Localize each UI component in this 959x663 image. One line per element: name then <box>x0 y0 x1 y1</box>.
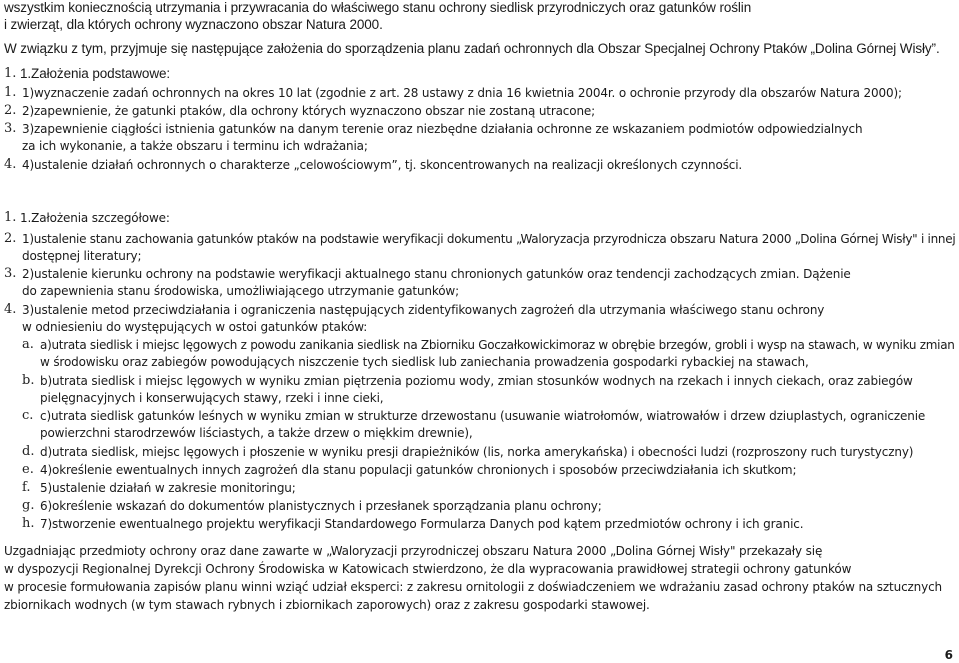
list-item-text-cont: w odniesieniu do występujących w ostoi gatunków ptaków: <box>22 320 368 334</box>
basic-heading-number: 1. <box>4 66 17 81</box>
basic-heading: 1.Założenia podstawowe: <box>20 66 171 81</box>
sublist-item-text: 5)ustalenie działań w zakresie monitoringu; <box>40 481 296 495</box>
sublist-item-text: d)utrata siedlisk, miejsc lęgowych i płoszenie w wyniku presji drapieżników (lis, norka amerykańska) i obecności ludzi (rozproszony ruch turystyczny) <box>40 445 914 459</box>
list-marker: 3. <box>4 266 17 281</box>
detailed-heading-number: 1. <box>4 210 17 225</box>
closing-line-3: w procesie formułowania zapisów planu winni wziąć udział eksperci: z zakresu ornitologii z doświadczeniem we wdrażaniu zasad ochrony ptaków na sztucznych <box>4 580 942 594</box>
sublist-marker: g. <box>22 498 35 513</box>
list-item-text: 4)ustalenie działań ochronnych o charakterze „celowościowym”, tj. skoncentrowanych na realizacji określonych czynności. <box>22 158 743 172</box>
sublist-item-text: 6)określenie wskazań do dokumentów planistycznych i przesłanek sporządzania planu ochrony; <box>40 499 602 513</box>
sublist-marker: f. <box>22 480 31 495</box>
list-marker: 1. <box>4 85 17 100</box>
sublist-item-text: 4)określenie ewentualnych innych zagrożeń dla stanu populacji gatunków chronionych i sposobów przeciwdziałania ich skutkom; <box>40 463 797 477</box>
closing-line-1: Uzgadniając przedmioty ochrony oraz dane zawarte w „Waloryzacji przyrodniczej obszaru Natura 2000 „Dolina Górnej Wisły" przekazały się <box>4 544 823 558</box>
sublist-item-text-cont: w środowisku oraz zabiegów powodujących niszczenie tych siedlisk lub zaniechania prowadzenia gospodarki rybackiej na stawach, <box>40 355 809 369</box>
list-marker: 4. <box>4 302 17 317</box>
sublist-item-text: 7)stworzenie ewentualnego projektu weryfikacji Standardowego Formularza Danych pod kątem przedmiotów ochrony i ich granic. <box>40 517 804 531</box>
list-item-text-cont: za ich wykonanie, a także obszaru i terminu ich wdrażania; <box>22 139 368 153</box>
list-marker: 4. <box>4 157 17 172</box>
list-item-text: 2)zapewnienie, że gatunki ptaków, dla ochrony których wyznaczono obszar nie zostaną utracone; <box>22 104 596 118</box>
sublist-marker: h. <box>22 516 35 531</box>
sublist-item-text: b)utrata siedlisk i miejsc lęgowych w wyniku zmian piętrzenia poziomu wody, zmian stosunków wodnych na rzekach i innych ciekach, oraz zabiegów <box>40 374 913 388</box>
list-item-text: 1)ustalenie stanu zachowania gatunków ptaków na podstawie weryfikacji dokumentu „Waloryzacja przyrodnicza obszaru Natura 2000 „Dolina Górnej Wisły" i innej <box>22 232 956 246</box>
list-item-text: 2)ustalenie kierunku ochrony na podstawie weryfikacji aktualnego stanu chronionych gatunków oraz tendencji zachodzących zmian. Dążenie <box>22 267 851 281</box>
intro-line-3: W związku z tym, przyjmuje się następujące założenia do sporządzenia planu zadań ochronnych dla Obszar Specjalnej Ochrony Ptaków „Dolina Górnej Wisły”. <box>4 41 940 56</box>
list-item-text: 3)zapewnienie ciągłości istnienia gatunków na danym terenie oraz niezbędne działania ochronne ze wskazaniem podmiotów odpowiedzialnych <box>22 122 863 136</box>
sublist-marker: d. <box>22 444 35 459</box>
list-marker: 2. <box>4 103 17 118</box>
sublist-item-text: c)utrata siedlisk gatunków leśnych w wyniku zmian w strukturze drzewostanu (usuwanie wiatrołomów, wiatrowałów i drzew dziuplastych, ograniczenie <box>40 409 926 423</box>
sublist-marker: c. <box>22 408 34 423</box>
list-item-text: 3)ustalenie metod przeciwdziałania i ograniczenia następujących zidentyfikowanych zagrożeń dla utrzymania właściwego stanu ochrony <box>22 303 825 317</box>
sublist-marker: a. <box>22 337 34 352</box>
page-number: 6 <box>944 648 953 662</box>
list-item-text-cont: dostępnej literatury; <box>22 249 142 263</box>
sublist-marker: e. <box>22 462 34 477</box>
sublist-item-text-cont: pielęgnacyjnych i konserwujących stawy, rzeki i inne cieki, <box>40 391 384 405</box>
detailed-heading: 1.Założenia szczegółowe: <box>20 211 170 225</box>
closing-line-2: w dyspozycji Regionalnej Dyrekcji Ochrony Środowiska w Katowicach stwierdzono, że dla wypracowania prawidłowej strategii ochrony gatunków <box>4 562 852 576</box>
intro-line-2: i zwierząt, dla których ochrony wyznaczono obszar Natura 2000. <box>4 17 383 32</box>
list-marker: 2. <box>4 231 17 246</box>
list-item-text-cont: do zapewnienia stanu środowiska, umożliwiającego utrzymanie gatunków; <box>22 284 459 298</box>
closing-line-4: zbiornikach wodnych (w tym stawach rybnych i zbiornikach zaporowych) oraz z zakresu gospodarki stawowej. <box>4 598 650 612</box>
sublist-item-text-cont: powierzchni starodrzewów liściastych, a także drzew o miękkim drewnie), <box>40 426 473 440</box>
list-item-text: 1)wyznaczenie zadań ochronnych na okres 10 lat (zgodnie z art. 28 ustawy z dnia 16 kwietnia 2004r. o ochronie przyrody dla obszarów Natura 2000); <box>22 86 902 100</box>
list-marker: 3. <box>4 121 17 136</box>
intro-line-1: wszystkim koniecznością utrzymania i przywracania do właściwego stanu ochrony siedlisk przyrodniczych oraz gatunków roślin <box>4 0 752 15</box>
sublist-marker: b. <box>22 373 35 388</box>
sublist-item-text: a)utrata siedlisk i miejsc lęgowych z powodu zanikania siedlisk na Zbiorniku Goczałkowickimoraz w obrębie brzegów, grobli i wysp na stawach, w wyniku zmian <box>40 338 955 352</box>
